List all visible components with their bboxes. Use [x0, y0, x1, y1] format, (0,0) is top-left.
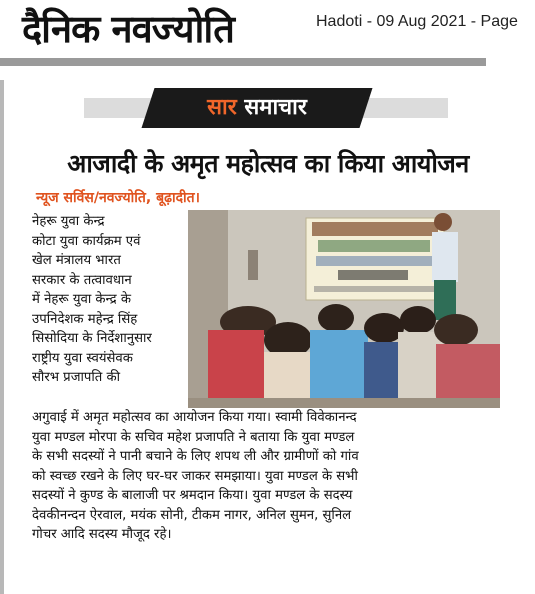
body-line: राष्ट्रीय युवा स्वयंसेवक: [32, 350, 133, 366]
news-clipping: [24, 78, 510, 594]
section-word-1: सार: [207, 95, 237, 120]
body-line: सदस्यों ने कुण्ड के बालाजी पर श्रमदान किया। युवा मण्डल के सदस्य: [32, 488, 353, 503]
edition-date-page: Hadoti - 09 Aug 2021 - Page: [316, 13, 518, 30]
body-line: खेल मंत्रालय भारत: [32, 253, 121, 268]
article-byline: न्यूज सर्विस/नवज्योति, बूढ़ादीत।: [36, 190, 200, 206]
body-line: उपनिदेशक महेन्द्र सिंह: [32, 311, 138, 327]
body-line: सरकार के तत्वावधान: [32, 272, 132, 288]
body-line: युवा मण्डल मोरपा के सचिव महेश प्रजापति ने बताया कि युवा मण्डल: [32, 429, 355, 445]
body-line: गोचर आदि सदस्य मौजूद रहे।: [32, 527, 172, 542]
masthead: [0, 0, 535, 62]
body-line: में नेहरू युवा केन्द्र के: [32, 292, 131, 307]
body-line: को स्वच्छ रखने के लिए घर-घर जाकर समझाया। युवा मण्डल के सभी: [32, 468, 358, 484]
article-body-left-column: [32, 212, 182, 388]
body-line: देवकीनन्दन ऐरवाल, मयंक सोनी, टीकम नागर, अनिल सुमन, सुनिल: [32, 507, 352, 523]
section-header-label: [148, 88, 366, 128]
body-line: सौरभ प्रजापति की: [32, 370, 121, 385]
newspaper-logo: दैनिक नवज्योति: [22, 7, 234, 51]
article-body-full-width: [32, 408, 498, 545]
page-edge-strip: [0, 80, 4, 594]
body-line: के सभी सदस्यों ने पानी बचाने के लिए शपथ ली और ग्रामीणों को गांव: [32, 449, 359, 464]
section-word-2: समाचार: [244, 95, 307, 120]
body-line: कोटा युवा कार्यक्रम एवं: [32, 233, 141, 249]
article-photo: [188, 210, 500, 408]
body-line: नेहरू युवा केन्द्र: [32, 214, 105, 229]
body-line: सिसोदिया के निर्देशानुसार: [32, 331, 152, 346]
article-headline: आजादी के अमृत महोत्सव का किया आयोजन: [67, 149, 469, 178]
body-line: अगुवाई में अमृत महोत्सव का आयोजन किया गया। स्वामी विवेकानन्द: [32, 410, 357, 425]
masthead-rule: [0, 58, 486, 66]
event-photo-illustration: [188, 210, 500, 408]
